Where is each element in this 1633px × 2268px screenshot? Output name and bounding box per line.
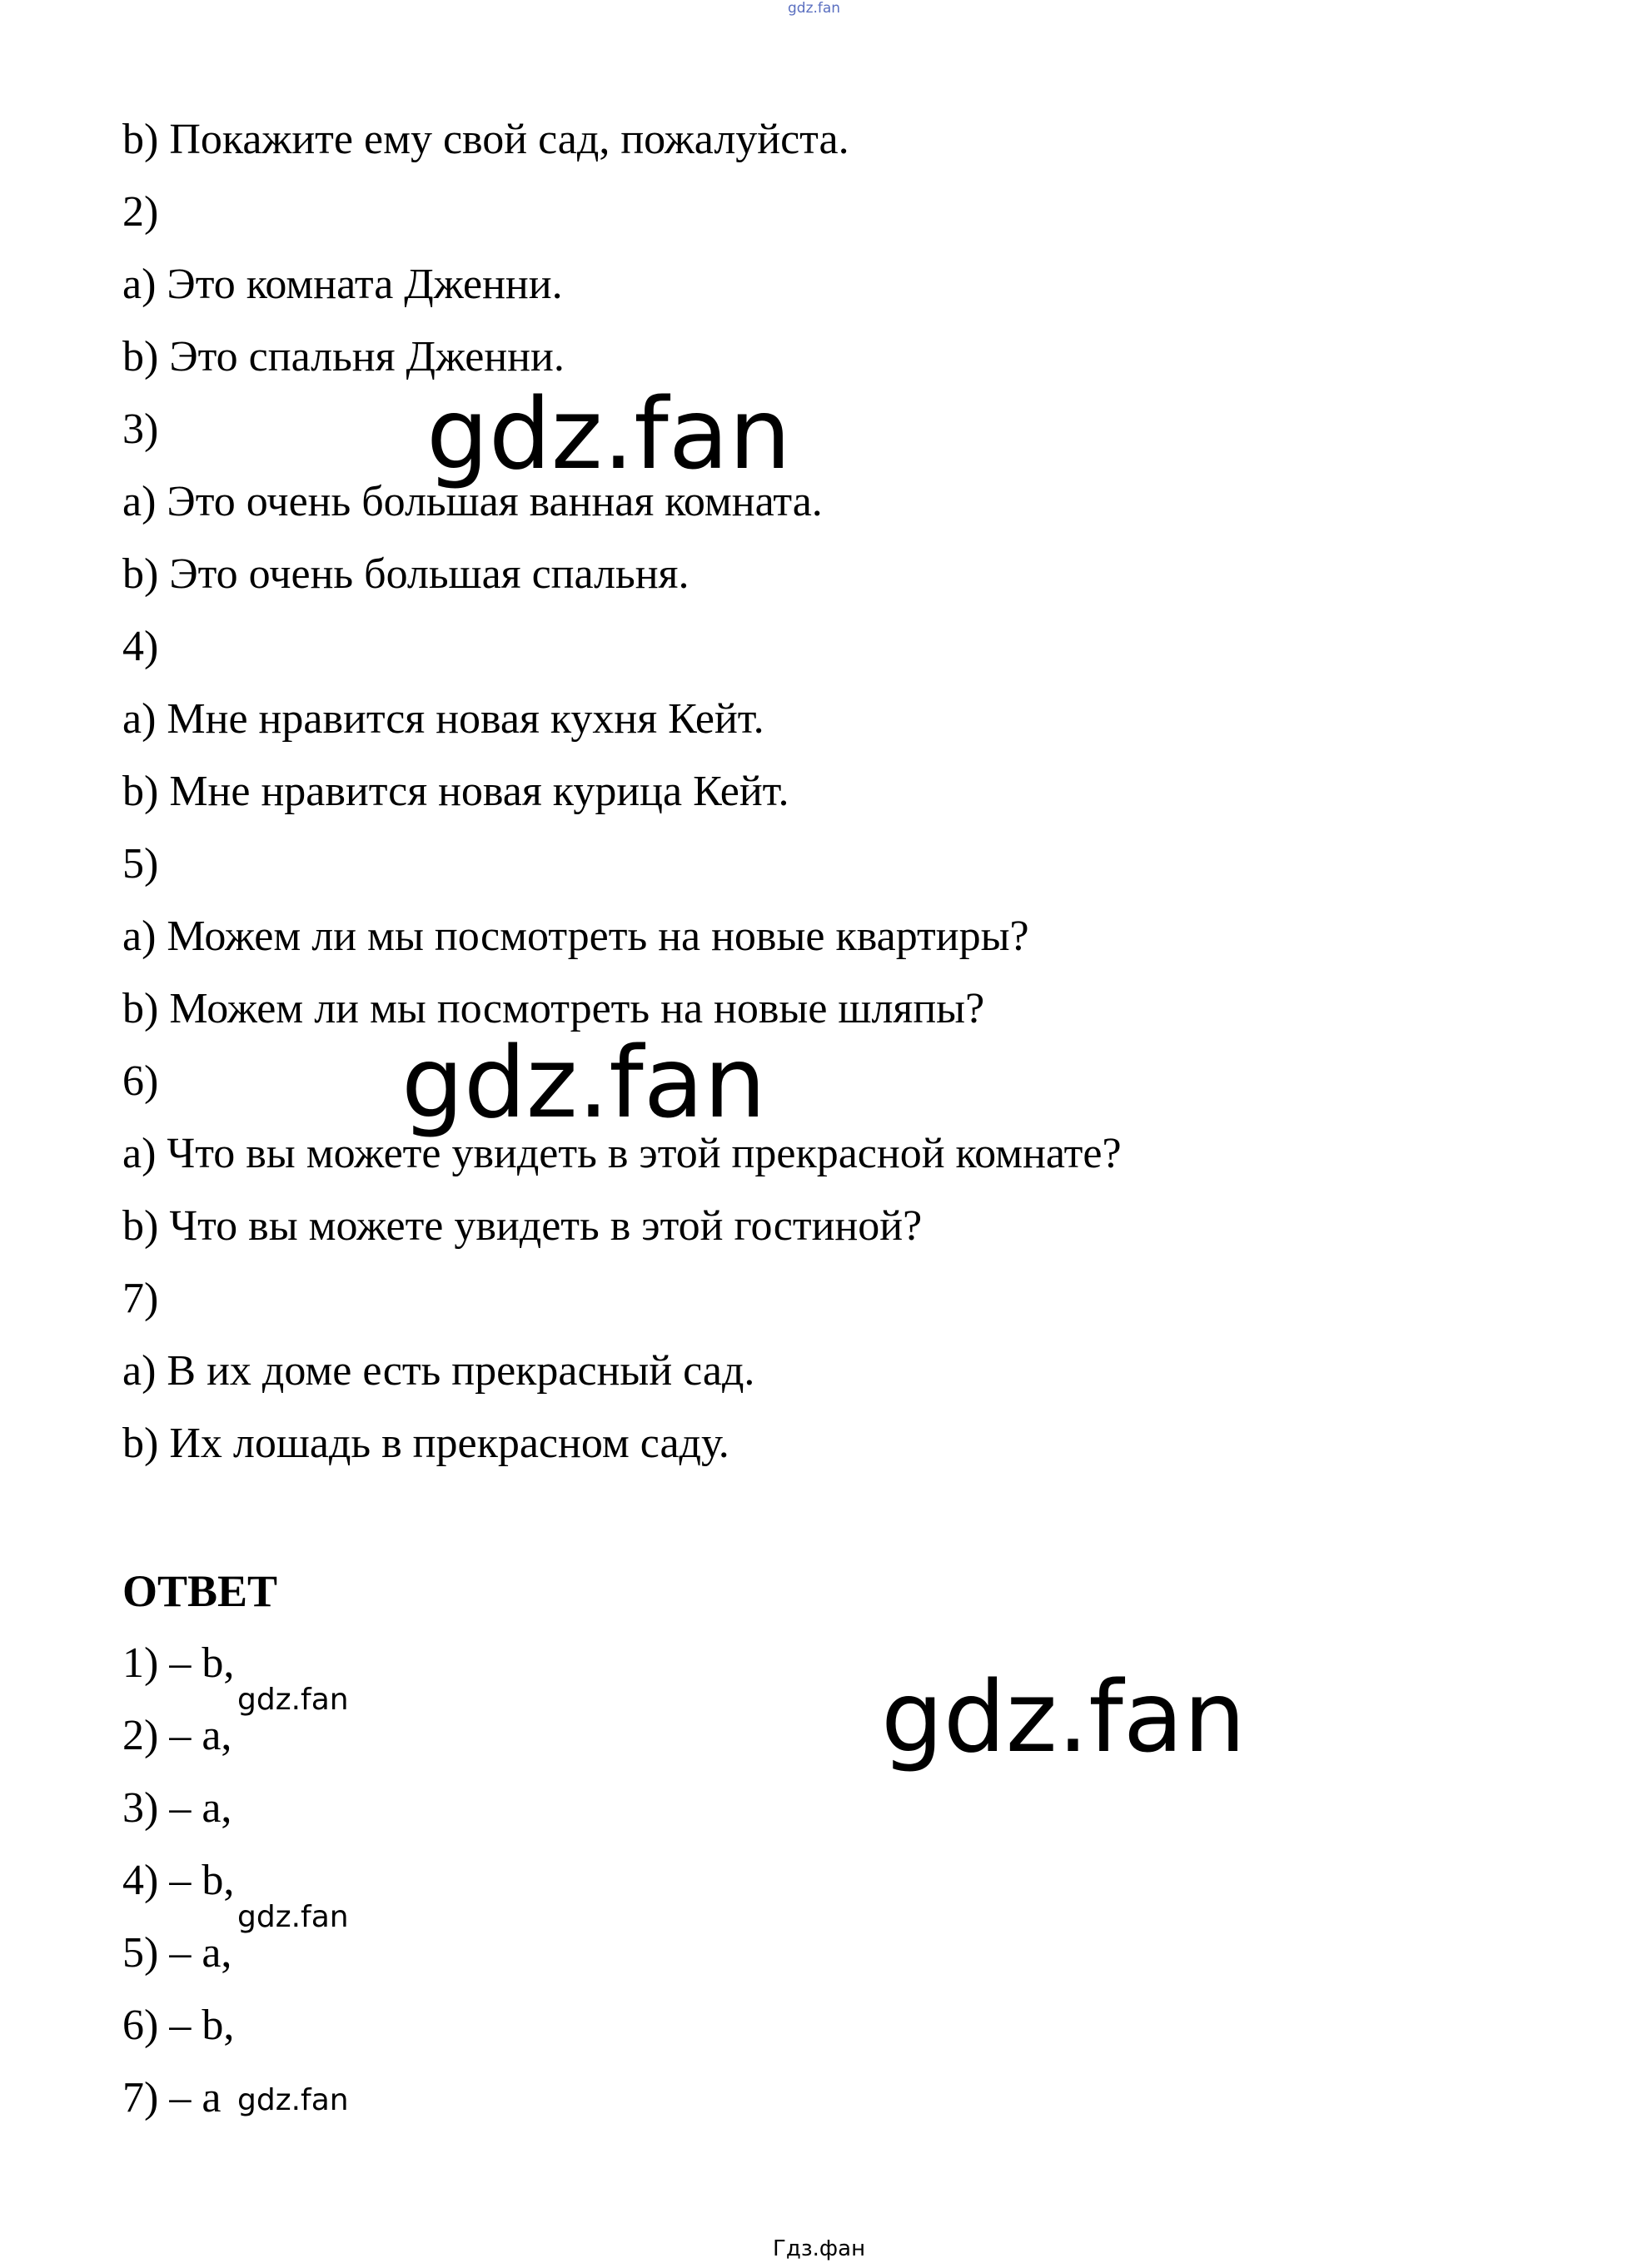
exercise-line-3b: b) Это очень большая спальня. [122, 550, 690, 598]
answer-line-1: 1) – b, [122, 1639, 235, 1687]
answer-line-6: 6) – b, [122, 2002, 235, 2049]
header-watermark: gdz.fan [788, 0, 841, 17]
exercise-line-1b: b) Покажите ему свой сад, пожалуйста. [122, 116, 849, 163]
exercise-number-4: 4) [122, 623, 159, 670]
exercise-line-7a: a) В их доме есть прекрасный сад. [122, 1347, 755, 1395]
exercise-number-2: 2) [122, 188, 159, 236]
answer-line-7: 7) – a [122, 2074, 222, 2121]
exercise-line-6b: b) Что вы можете увидеть в этой гостиной? [122, 1202, 923, 1250]
watermark-small-2: gdz.fan [237, 1900, 349, 1934]
exercise-line-3a: a) Это очень большая ванная комната. [122, 478, 823, 525]
answer-heading: ОТВЕТ [122, 1566, 278, 1616]
exercise-line-5b: b) Можем ли мы посмотреть на новые шляпы? [122, 985, 985, 1032]
exercise-line-2a: a) Это комната Дженни. [122, 261, 563, 308]
exercise-number-5: 5) [122, 840, 159, 888]
answer-line-4: 4) – b, [122, 1857, 235, 1904]
answer-line-3: 3) – a, [122, 1784, 232, 1832]
exercise-line-4a: a) Мне нравится новая кухня Кейт. [122, 695, 764, 743]
watermark-big-3: gdz.fan [881, 1659, 1246, 1774]
exercise-line-6a: a) Что вы можете увидеть в этой прекрасной комнате? [122, 1130, 1122, 1177]
exercise-line-4b: b) Мне нравится новая курица Кейт. [122, 768, 789, 815]
exercise-line-2b: b) Это спальня Дженни. [122, 333, 565, 380]
footer-watermark: Гдз.фан [773, 2236, 866, 2261]
answer-line-2: 2) – a, [122, 1712, 232, 1759]
watermark-big-2: gdz.fan [401, 1025, 766, 1140]
exercise-number-3: 3) [122, 405, 159, 453]
exercise-number-7: 7) [122, 1275, 159, 1322]
answer-line-5: 5) – a, [122, 1929, 232, 1977]
watermark-small-3: gdz.fan [237, 2083, 349, 2117]
exercise-line-5a: a) Можем ли мы посмотреть на новые квартиры? [122, 913, 1029, 960]
watermark-small-1: gdz.fan [237, 1683, 349, 1717]
exercise-line-7b: b) Их лошадь в прекрасном саду. [122, 1420, 729, 1467]
exercise-number-6: 6) [122, 1057, 159, 1105]
watermark-big-1: gdz.fan [426, 376, 791, 491]
